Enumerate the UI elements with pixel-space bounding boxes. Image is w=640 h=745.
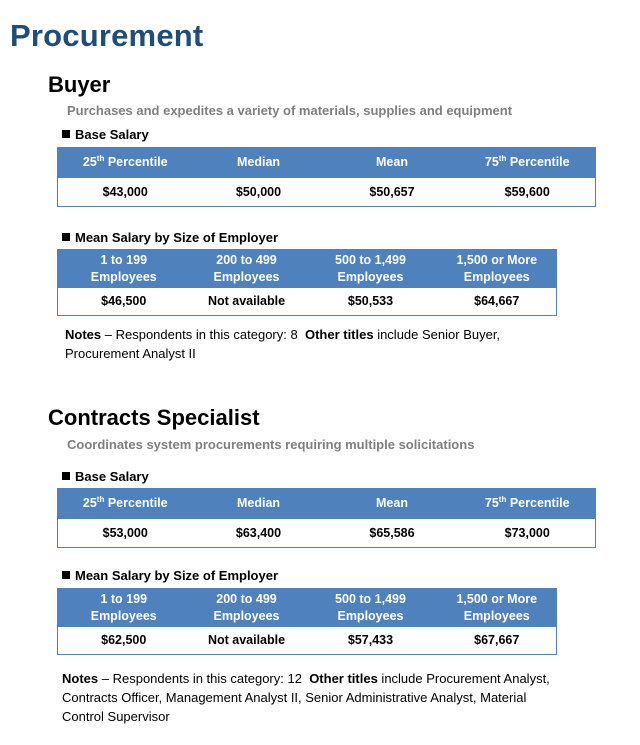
respondent-count: 8	[290, 327, 298, 342]
base-salary-label: Base Salary	[75, 127, 149, 142]
notes-paragraph: Notes – Respondents in this category: 8 Other titles include Senior Buyer, Procurement Analyst II	[65, 327, 501, 361]
header-mean: Mean	[325, 148, 460, 178]
mean-by-size-heading	[62, 568, 278, 583]
base-salary-label: Base Salary	[75, 469, 149, 484]
table-header-row	[58, 250, 557, 288]
page-title: Procurement	[10, 18, 204, 53]
cell-25th-percentile: $43,000	[58, 178, 193, 207]
mean-by-size-label: Mean Salary by Size of Employer	[75, 230, 279, 245]
header-500-to-1499: 500 to 1,499 Employees	[304, 250, 438, 288]
header-median: Median	[193, 489, 325, 519]
base-salary-table	[57, 147, 596, 207]
header-1500-or-more: 1,500 or More Employees	[438, 250, 557, 288]
table-header-row	[58, 489, 596, 519]
header-75th-percentile: 75th Percentile	[460, 148, 596, 178]
mean-by-size-table	[57, 249, 557, 316]
header-1-to-199: 1 to 199 Employees	[58, 250, 190, 288]
table-header-row	[58, 148, 596, 178]
header-25th-percentile: 25th Percentile	[58, 489, 193, 519]
mean-by-size-heading	[62, 230, 278, 245]
square-bullet-icon	[62, 130, 70, 138]
other-titles-list: Procurement Analyst, Contracts Officer, Management Analyst II, Senior Administrative Analyst, Material Control Supervisor	[62, 671, 550, 724]
mean-by-size-label: Mean Salary by Size of Employer	[75, 568, 279, 583]
cell-25th-percentile: $53,000	[58, 519, 193, 548]
cell-200-to-499: Not available	[190, 288, 304, 316]
other-titles-label: Other titles	[304, 327, 374, 342]
cell-500-to-1499: $50,533	[304, 288, 438, 316]
other-titles-label: Other titles	[309, 671, 378, 686]
job-title: Contracts Specialist	[48, 405, 260, 430]
job-description: Purchases and expedites a variety of materials, supplies and equipment	[67, 103, 513, 118]
mean-by-size-table	[57, 588, 557, 655]
header-1500-or-more: 1,500 or More Employees	[438, 589, 557, 627]
notes-label: Notes	[65, 327, 102, 342]
header-200-to-499: 200 to 499 Employees	[190, 250, 304, 288]
cell-500-to-1499: $57,433	[304, 627, 438, 655]
cell-median: $63,400	[193, 519, 325, 548]
cell-median: $50,000	[193, 178, 325, 207]
job-description: Coordinates system procurements requiring multiple solicitations	[67, 437, 475, 452]
notes-label: Notes	[62, 671, 99, 686]
cell-1500-or-more: $64,667	[438, 288, 557, 316]
header-mean: Mean	[325, 489, 460, 519]
header-median: Median	[193, 148, 325, 178]
other-titles-list: Senior Buyer, Procurement Analyst II	[65, 327, 501, 361]
cell-mean: $50,657	[325, 178, 460, 207]
cell-mean: $65,586	[325, 519, 460, 548]
header-25th-percentile: 25th Percentile	[58, 148, 193, 178]
header-500-to-1499: 500 to 1,499 Employees	[304, 589, 438, 627]
table-row	[58, 178, 596, 207]
header-1-to-199: 1 to 199 Employees	[58, 589, 190, 627]
header-200-to-499: 200 to 499 Employees	[190, 589, 304, 627]
table-header-row	[58, 589, 557, 627]
base-salary-heading	[62, 127, 149, 142]
square-bullet-icon	[62, 233, 70, 241]
cell-75th-percentile: $59,600	[460, 178, 596, 207]
base-salary-heading	[62, 469, 149, 484]
table-row	[58, 627, 557, 655]
notes-paragraph: Notes – Respondents in this category: 12 Other titles include Procurement Analyst, Contracts Officer, Management Analyst II, Senior Administrative Analyst, Material Control Supervisor	[62, 671, 550, 724]
cell-1-to-199: $46,500	[58, 288, 190, 316]
table-row	[58, 288, 557, 316]
cell-1500-or-more: $67,667	[438, 627, 557, 655]
job-title: Buyer	[48, 72, 111, 97]
cell-1-to-199: $62,500	[58, 627, 190, 655]
cell-200-to-499: Not available	[190, 627, 304, 655]
table-row	[58, 519, 596, 548]
square-bullet-icon	[62, 571, 70, 579]
square-bullet-icon	[62, 472, 70, 480]
respondent-count: 12	[287, 671, 302, 686]
header-75th-percentile: 75th Percentile	[460, 489, 596, 519]
base-salary-table	[57, 488, 596, 548]
cell-75th-percentile: $73,000	[460, 519, 596, 548]
